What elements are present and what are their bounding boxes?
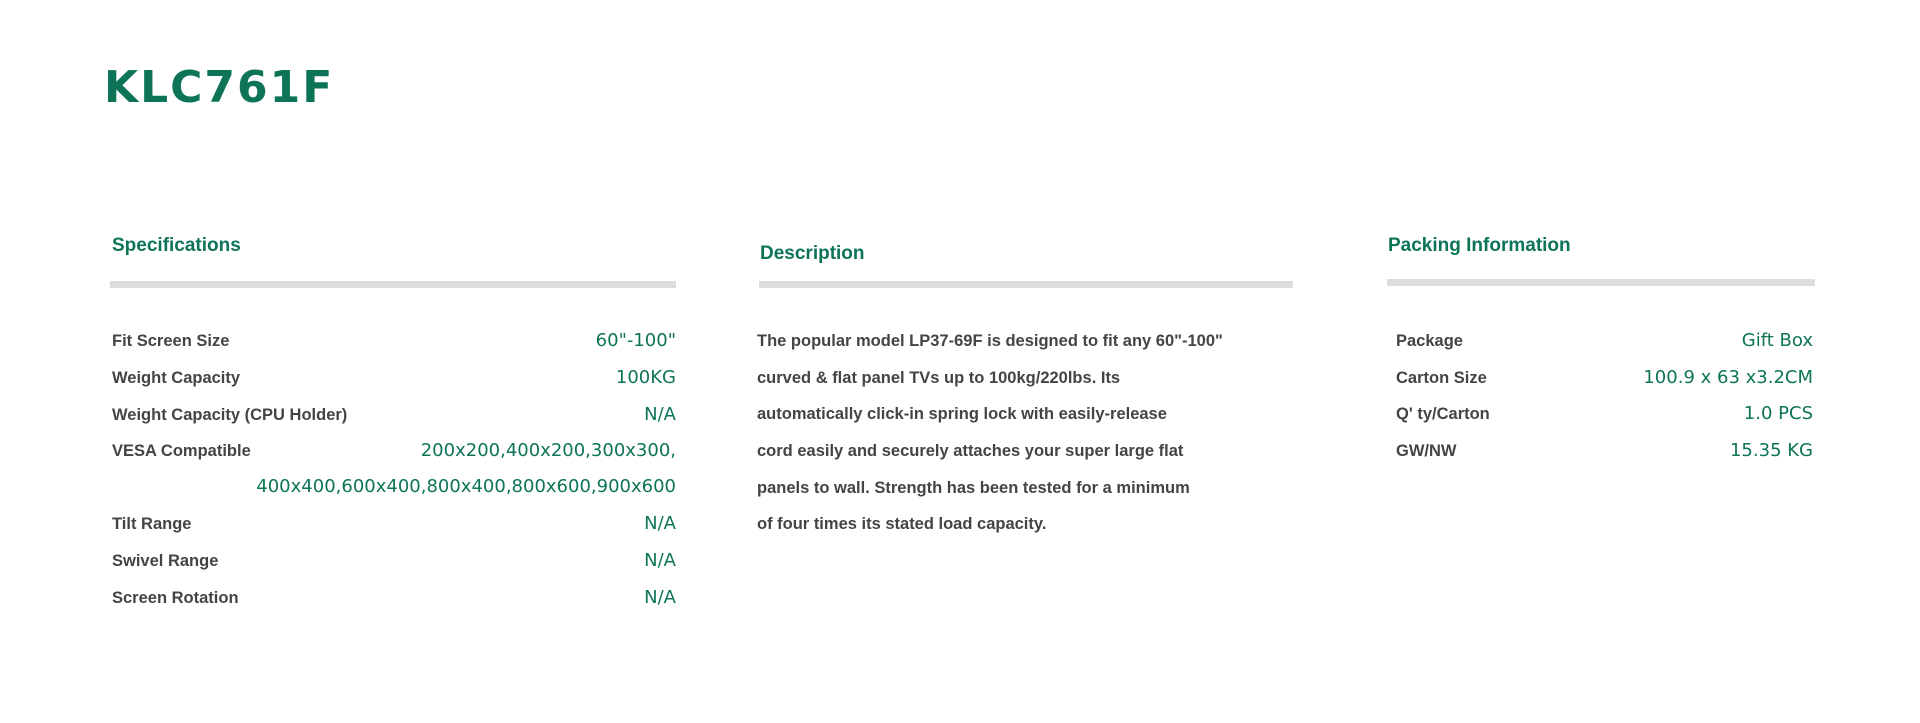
- description-heading: Description: [760, 243, 865, 264]
- spec-row-weight-capacity-cpu: [112, 404, 676, 425]
- spec-row-tilt-range: [112, 513, 676, 534]
- specifications-heading: Specifications: [112, 235, 241, 256]
- spec-value: 200x200,400x200,300x300,: [420, 440, 676, 461]
- spec-row-fit-screen-size: [112, 330, 676, 351]
- description-line: curved & flat panel TVs up to 100kg/220lbs. Its: [757, 369, 1121, 387]
- description-line: of four times its stated load capacity.: [757, 515, 1047, 533]
- description-line: cord easily and securely attaches your super large flat: [757, 442, 1184, 460]
- spec-value: N/A: [644, 587, 676, 608]
- packing-row-package: [1396, 330, 1813, 351]
- spec-value: 60"-100": [595, 330, 676, 351]
- spec-row-weight-capacity: [112, 367, 676, 388]
- spec-label: Fit Screen Size: [112, 332, 230, 350]
- spec-label: Tilt Range: [112, 515, 192, 533]
- spec-value: N/A: [644, 513, 676, 534]
- packing-value: 100.9 x 63 x3.2CM: [1643, 367, 1813, 388]
- spec-label: Weight Capacity: [112, 369, 241, 387]
- spec-label: Screen Rotation: [112, 589, 239, 607]
- spec-label: VESA Compatible: [112, 442, 251, 460]
- packing-label: Package: [1396, 332, 1463, 350]
- spec-row-screen-rotation: [112, 587, 676, 608]
- spec-value: N/A: [644, 550, 676, 571]
- spec-value: 100KG: [615, 367, 676, 388]
- packing-label: Q' ty/Carton: [1396, 405, 1490, 423]
- packing-divider: [1387, 279, 1815, 286]
- packing-label: Carton Size: [1396, 369, 1487, 387]
- packing-value: 1.0 PCS: [1743, 403, 1813, 424]
- packing-value: 15.35 KG: [1729, 440, 1813, 461]
- description-line: The popular model LP37-69F is designed to fit any 60"-100": [757, 332, 1223, 350]
- description-line: automatically click-in spring lock with easily-release: [757, 405, 1167, 423]
- packing-row-carton-size: [1396, 367, 1813, 388]
- product-title: KLC761F: [104, 62, 335, 113]
- packing-label: GW/NW: [1396, 442, 1457, 460]
- specifications-divider: [110, 281, 676, 288]
- packing-heading: Packing Information: [1388, 235, 1571, 256]
- description-line: panels to wall. Strength has been tested for a minimum: [757, 479, 1190, 497]
- description-divider: [759, 281, 1293, 288]
- spec-row-swivel-range: [112, 550, 676, 571]
- packing-row-gw-nw: [1396, 440, 1813, 461]
- spec-label: Swivel Range: [112, 552, 219, 570]
- spec-value-vesa-line2: 400x400,600x400,800x400,800x600,900x600: [256, 476, 676, 497]
- packing-value: Gift Box: [1741, 330, 1813, 351]
- spec-value: N/A: [644, 404, 676, 425]
- packing-row-qty-carton: [1396, 403, 1813, 424]
- spec-row-vesa-compatible: [112, 440, 676, 461]
- spec-label: Weight Capacity (CPU Holder): [112, 406, 348, 424]
